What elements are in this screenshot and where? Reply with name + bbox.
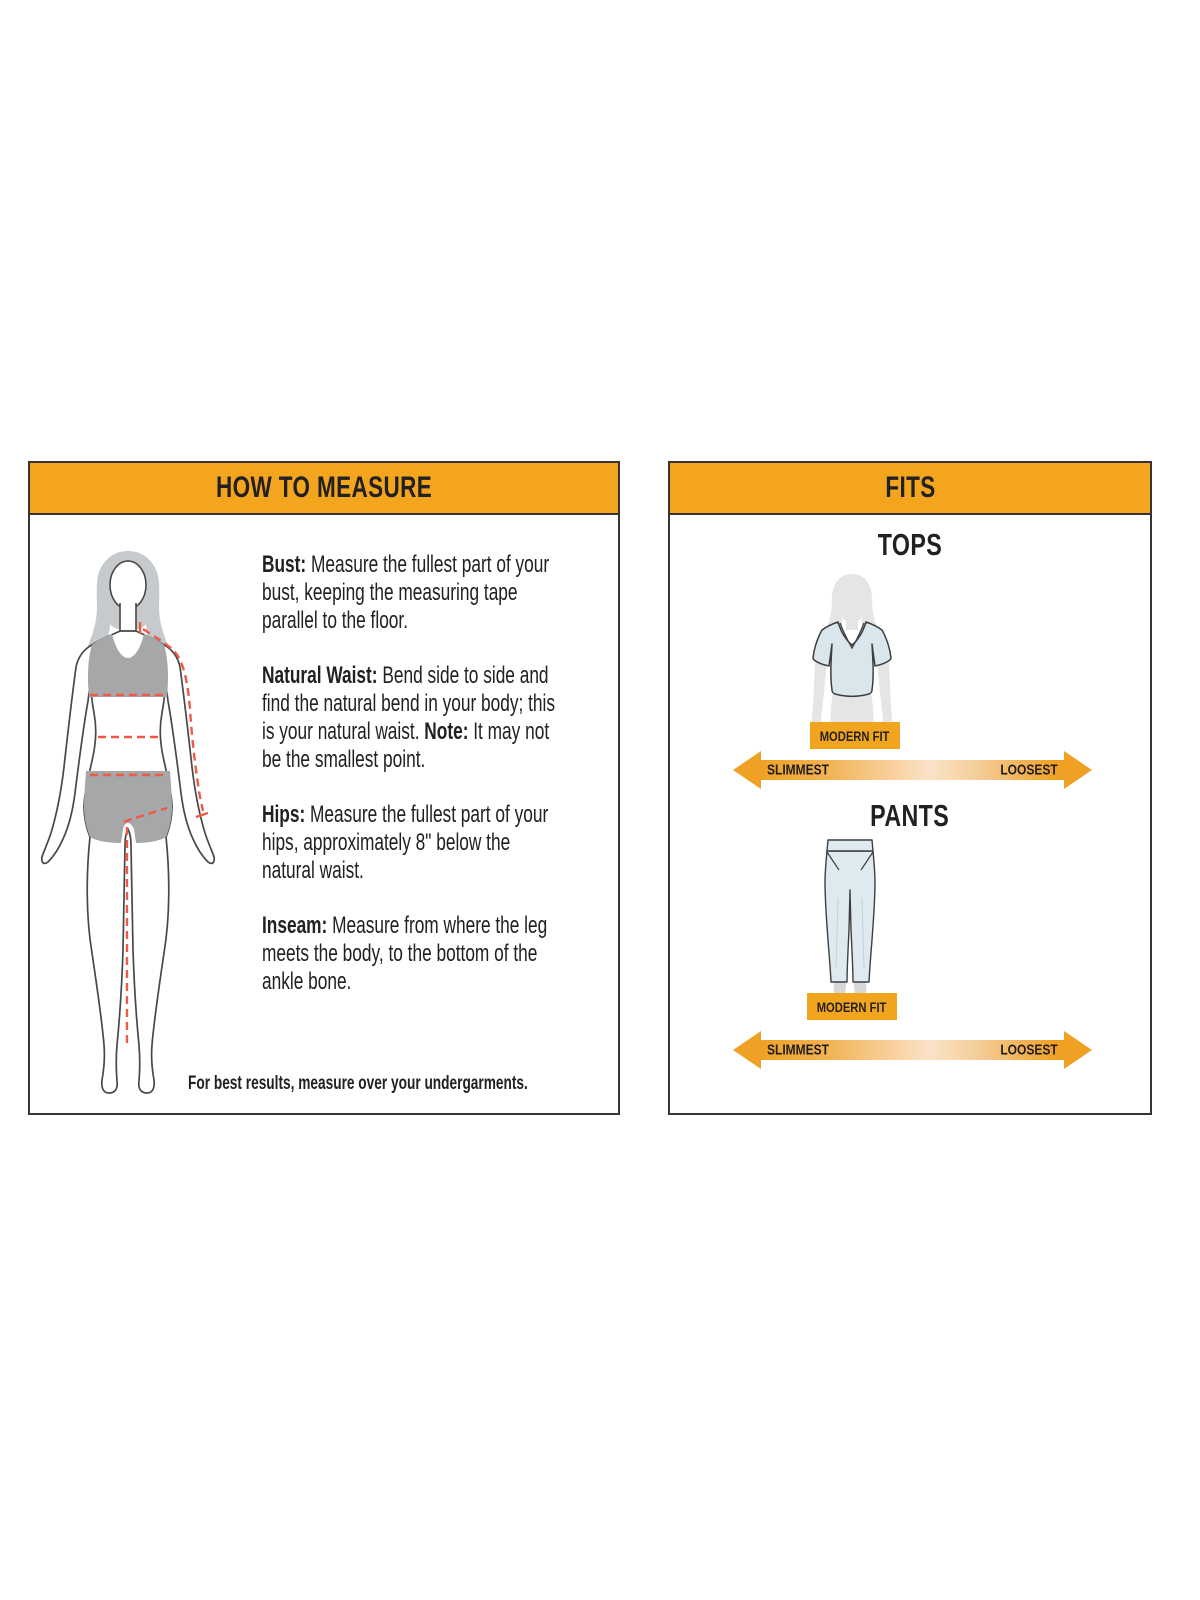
arrow-right-icon xyxy=(1064,1031,1092,1069)
arrow-left-icon xyxy=(733,751,761,789)
tops-heading: TOPS xyxy=(877,527,943,562)
loosest-label: LOOSEST xyxy=(1000,1041,1058,1059)
measure-figure-icon xyxy=(40,545,215,1095)
fits-body xyxy=(670,515,1150,1113)
how-to-measure-body xyxy=(30,515,618,1113)
measure-note: For best results, measure over your undergarments. xyxy=(188,1073,528,1094)
fits-title: FITS xyxy=(884,471,936,504)
how-to-measure-header xyxy=(30,463,618,515)
instruction-bust: Bust: Measure the fullest part of your bust, keeping the measuring tape parallel to the floor. xyxy=(262,551,550,634)
tops-fit-scale-arrow xyxy=(733,751,1092,789)
pants-illustration xyxy=(822,838,878,1000)
tops-shirt xyxy=(813,622,891,696)
how-to-measure-title: HOW TO MEASURE xyxy=(215,471,433,504)
pants-fit-badge: MODERN FIT xyxy=(807,993,897,1020)
tops-fit-badge: MODERN FIT xyxy=(810,722,900,749)
loosest-label: LOOSEST xyxy=(1000,761,1058,779)
slimmest-label: SLIMMEST xyxy=(767,1041,829,1059)
fits-panel xyxy=(668,461,1152,1115)
instruction-hips: Hips: Measure the fullest part of your hips, approximately 8" below the natural waist. xyxy=(262,801,549,884)
pants-body xyxy=(825,851,875,982)
tops-silhouette-neck xyxy=(846,610,858,630)
measurement-figure-illustration xyxy=(40,545,215,1095)
arrow-left-icon xyxy=(733,1031,761,1069)
pants-heading: PANTS xyxy=(870,798,950,833)
fits-header xyxy=(670,463,1150,515)
how-to-measure-panel xyxy=(28,461,620,1115)
instruction-natural-waist: Natural Waist: Bend side to side and find the natural bend in your body; this is your natural waist. Note: It may not be the smallest point. xyxy=(262,662,555,773)
pants-fit-scale-arrow xyxy=(733,1031,1092,1069)
instruction-inseam: Inseam: Measure from where the leg meets the body, to the bottom of the ankle bone. xyxy=(262,912,548,995)
measure-instructions xyxy=(262,551,618,1023)
pants-icon xyxy=(822,838,878,1000)
pants-waistband xyxy=(827,840,873,851)
slimmest-label: SLIMMEST xyxy=(767,761,829,779)
arrow-right-icon xyxy=(1064,751,1092,789)
